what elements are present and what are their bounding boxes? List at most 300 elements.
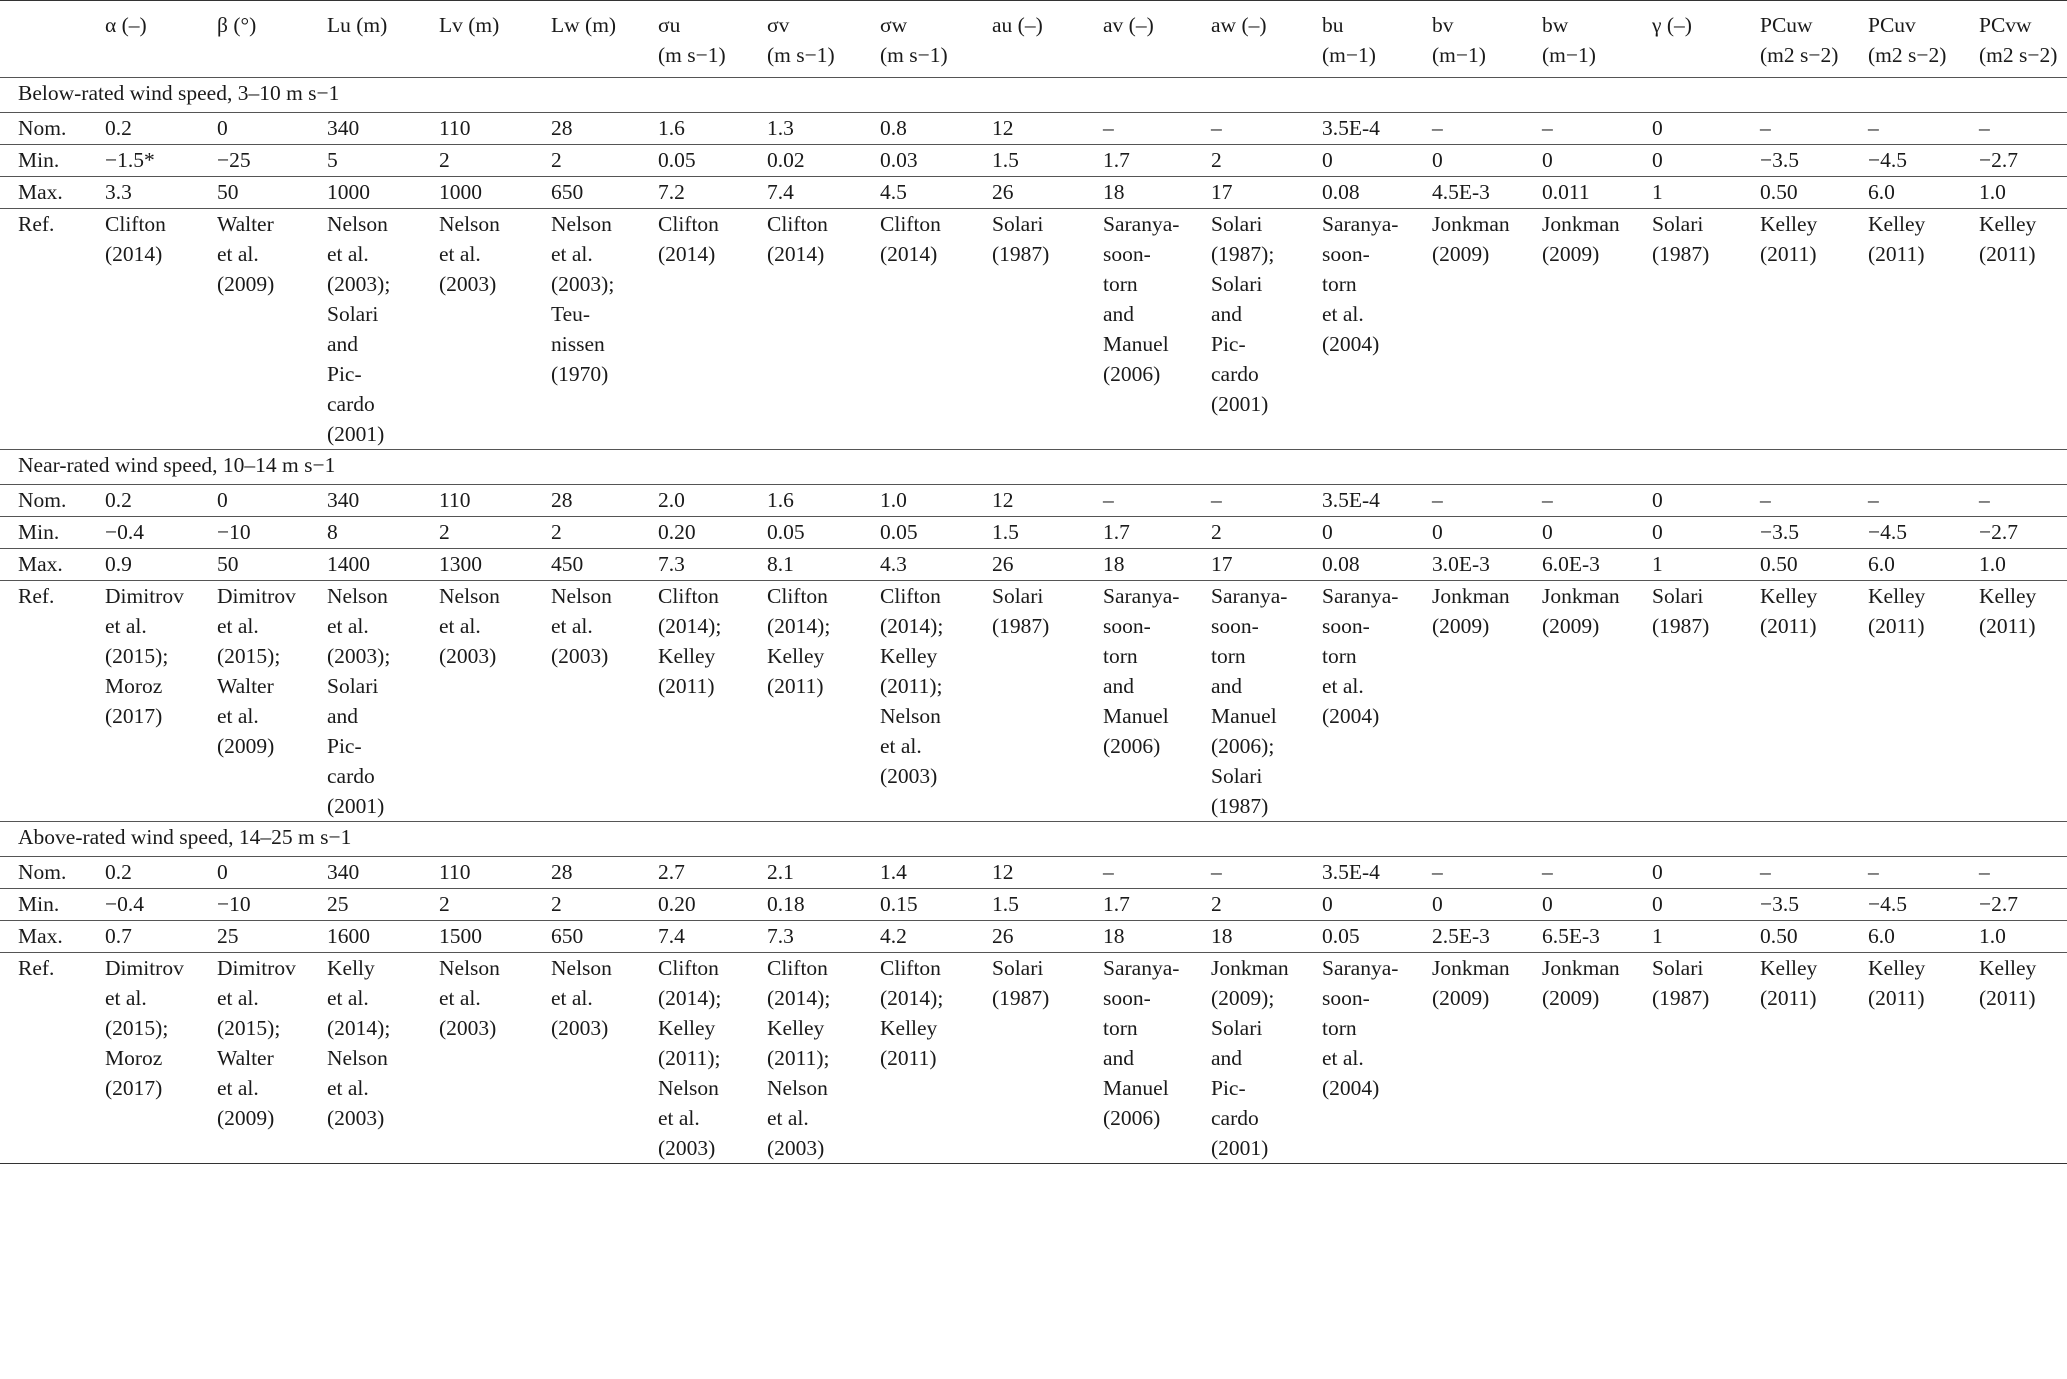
reference-cell [1322, 953, 1432, 1164]
table-cell: 1.7 [1103, 889, 1211, 921]
table-cell: 7.3 [767, 921, 880, 953]
table-cell: 450 [551, 549, 658, 581]
reference-line: Kelley [658, 644, 716, 668]
reference-line: Solari [327, 674, 379, 698]
reference-line: (2003) [658, 1136, 716, 1160]
reference-line: Kelley [767, 1016, 825, 1040]
reference-line: Dimitrov [105, 956, 184, 980]
reference-cell [1103, 209, 1211, 450]
table-cell: 26 [992, 549, 1103, 581]
table-cell: – [1979, 113, 2067, 145]
table-cell: 7.3 [658, 549, 767, 581]
reference-cell [767, 209, 880, 450]
reference-line: Kelley [880, 1016, 938, 1040]
table-cell: 340 [327, 485, 439, 517]
table-cell: 3.5E-4 [1322, 485, 1432, 517]
reference-line: soon- [1211, 614, 1259, 638]
reference-line: Solari [992, 584, 1044, 608]
reference-line: et al. [1322, 674, 1364, 698]
reference-line: (1987) [992, 614, 1050, 638]
column-header [217, 1, 327, 78]
table-cell: 28 [551, 113, 658, 145]
reference-cell [1432, 581, 1542, 822]
table-cell: 110 [439, 485, 551, 517]
reference-row [0, 953, 2067, 1164]
reference-cell [1760, 209, 1868, 450]
section-header-row [0, 450, 2067, 485]
reference-line: Kelley [1979, 584, 2037, 608]
table-row [0, 889, 2067, 921]
reference-line: Solari [992, 212, 1044, 236]
reference-cell [1652, 209, 1760, 450]
reference-line: soon- [1103, 242, 1151, 266]
table-cell: 1.0 [1979, 549, 2067, 581]
table-cell: 0 [1322, 517, 1432, 549]
reference-line: (2009) [1542, 614, 1600, 638]
reference-line: (1987) [1652, 614, 1710, 638]
table-cell: −2.7 [1979, 889, 2067, 921]
reference-line: Nelson [439, 212, 500, 236]
reference-line: soon- [1322, 614, 1370, 638]
table-cell: 1.5 [992, 517, 1103, 549]
reference-line: (2009) [1542, 242, 1600, 266]
table-cell: 340 [327, 113, 439, 145]
table-cell: −0.4 [105, 889, 217, 921]
table-cell: 2 [551, 889, 658, 921]
reference-cell [1542, 581, 1652, 822]
table-cell: 0.50 [1760, 921, 1868, 953]
reference-line: (2014); [658, 986, 722, 1010]
reference-line: (2001) [1211, 392, 1269, 416]
reference-cell [1979, 581, 2067, 822]
section-title: Below-rated wind speed, 3–10 m s−1 [0, 78, 2067, 113]
section-header-row [0, 78, 2067, 113]
reference-line: Clifton [105, 212, 166, 236]
table-cell: 0 [1542, 517, 1652, 549]
reference-line: Nelson [439, 584, 500, 608]
reference-line: et al. [217, 614, 259, 638]
table-cell: 18 [1103, 549, 1211, 581]
reference-line: Teu- [551, 302, 591, 326]
reference-line: Kelley [1760, 584, 1818, 608]
column-header [327, 1, 439, 78]
table-cell: 0 [217, 857, 327, 889]
reference-cell [1432, 953, 1542, 1164]
column-header-line: σw [880, 13, 908, 37]
table-cell: 18 [1211, 921, 1322, 953]
table-cell: 110 [439, 113, 551, 145]
reference-line: Solari [1211, 212, 1263, 236]
reference-line: Walter [217, 212, 274, 236]
reference-line: Moroz [105, 674, 163, 698]
table-cell: 1400 [327, 549, 439, 581]
reference-line: torn [1322, 272, 1357, 296]
table-cell: 1.7 [1103, 145, 1211, 177]
table-cell: 1500 [439, 921, 551, 953]
column-header [105, 1, 217, 78]
table-row [0, 145, 2067, 177]
reference-line: (2014); [658, 614, 722, 638]
reference-line: Kelley [1979, 956, 2037, 980]
column-header-line: Lv (m) [439, 13, 500, 37]
column-header-line: bu [1322, 13, 1344, 37]
reference-cell [551, 209, 658, 450]
reference-line: Kelley [767, 644, 825, 668]
reference-cell [1868, 581, 1979, 822]
reference-line: Pic- [1211, 332, 1246, 356]
column-header-line: bv [1432, 13, 1454, 37]
reference-line: Clifton [658, 956, 719, 980]
reference-line: Jonkman [1432, 584, 1510, 608]
reference-line: Saranya- [1103, 956, 1180, 980]
reference-line: Jonkman [1432, 956, 1510, 980]
table-cell: – [1103, 857, 1211, 889]
table-cell: 0.011 [1542, 177, 1652, 209]
reference-line: (2014); [767, 986, 831, 1010]
reference-line: (2011) [1868, 242, 1925, 266]
table-cell: 0.50 [1760, 549, 1868, 581]
reference-line: Clifton [658, 584, 719, 608]
table-cell: – [1542, 857, 1652, 889]
table-cell: −4.5 [1868, 889, 1979, 921]
table-cell: 18 [1103, 921, 1211, 953]
reference-line: Solari [327, 302, 379, 326]
reference-line: and [1103, 674, 1135, 698]
reference-line: (2017) [105, 704, 163, 728]
reference-line: Manuel [1103, 332, 1169, 356]
table-cell: 7.4 [658, 921, 767, 953]
reference-line: (2011) [1979, 242, 2036, 266]
reference-line: Kelley [1760, 212, 1818, 236]
reference-line: (2015); [217, 1016, 281, 1040]
reference-cell [217, 581, 327, 822]
reference-line: (2014); [327, 1016, 391, 1040]
table-cell: 3.5E-4 [1322, 857, 1432, 889]
table-body [0, 78, 2067, 1164]
column-header-line: (m−1) [1322, 43, 1376, 67]
table-cell: 12 [992, 113, 1103, 145]
reference-line: (1987) [1211, 794, 1269, 818]
reference-line: Jonkman [1432, 212, 1510, 236]
column-header-line: au (–) [992, 13, 1043, 37]
table-cell: 1.7 [1103, 517, 1211, 549]
table-cell: 18 [1103, 177, 1211, 209]
table-cell: 0 [1542, 145, 1652, 177]
reference-line: Nelson [551, 212, 612, 236]
reference-line: (2004) [1322, 332, 1380, 356]
reference-line: (2004) [1322, 704, 1380, 728]
reference-line: et al. [439, 986, 481, 1010]
reference-cell [1979, 953, 2067, 1164]
reference-line: Clifton [767, 956, 828, 980]
table-cell: 17 [1211, 549, 1322, 581]
table-cell: 0.05 [880, 517, 992, 549]
reference-line: (1987) [992, 986, 1050, 1010]
row-label [0, 953, 105, 1164]
reference-cell [658, 953, 767, 1164]
reference-line: et al. [217, 242, 259, 266]
table-cell: 4.5 [880, 177, 992, 209]
table-cell: 50 [217, 177, 327, 209]
table-cell: – [1760, 485, 1868, 517]
reference-line: Nelson [439, 956, 500, 980]
table-cell: 1.5 [992, 889, 1103, 921]
table-cell: 12 [992, 857, 1103, 889]
reference-cell [1322, 581, 1432, 822]
table-cell: 0.20 [658, 517, 767, 549]
table-cell: 2 [1211, 517, 1322, 549]
reference-line: Ref. [18, 584, 55, 608]
table-cell: 0 [1432, 889, 1542, 921]
table-cell: 1.5 [992, 145, 1103, 177]
reference-line: (2011) [1868, 614, 1925, 638]
reference-line: torn [1103, 644, 1138, 668]
table-cell: −0.4 [105, 517, 217, 549]
reference-line: (2009) [217, 734, 275, 758]
reference-line: Saranya- [1211, 584, 1288, 608]
table-cell: 0 [217, 113, 327, 145]
reference-line: et al. [880, 734, 922, 758]
reference-row [0, 209, 2067, 450]
table-cell: 6.0 [1868, 549, 1979, 581]
reference-cell [1979, 209, 2067, 450]
reference-line: Kelley [880, 644, 938, 668]
reference-line: Kelley [1868, 212, 1926, 236]
table-cell: – [1542, 485, 1652, 517]
row-label: Nom. [0, 857, 105, 889]
reference-line: and [327, 704, 359, 728]
table-cell: 3.5E-4 [1322, 113, 1432, 145]
table-cell: 26 [992, 177, 1103, 209]
reference-line: Ref. [18, 212, 55, 236]
table-cell: 1.0 [1979, 921, 2067, 953]
reference-line: Jonkman [1211, 956, 1289, 980]
reference-line: et al. [551, 242, 593, 266]
table-cell: −1.5* [105, 145, 217, 177]
reference-line: (2009) [1432, 614, 1490, 638]
header-row [0, 1, 2067, 78]
reference-cell [439, 953, 551, 1164]
reference-row [0, 581, 2067, 822]
table-cell: −10 [217, 889, 327, 921]
table-cell: 0.2 [105, 857, 217, 889]
reference-cell [1760, 581, 1868, 822]
reference-line: (2009); [1211, 986, 1275, 1010]
table-cell: −2.7 [1979, 145, 2067, 177]
reference-line: et al. [327, 1076, 369, 1100]
table-cell: 0 [1652, 145, 1760, 177]
reference-line: (2003) [439, 1016, 497, 1040]
table-cell: – [1760, 113, 1868, 145]
reference-line: torn [1211, 644, 1246, 668]
reference-line: (1987) [1652, 986, 1710, 1010]
reference-line: torn [1322, 644, 1357, 668]
table-cell: 0 [1652, 113, 1760, 145]
reference-line: (2004) [1322, 1076, 1380, 1100]
reference-line: et al. [1322, 302, 1364, 326]
reference-line: et al. [327, 614, 369, 638]
reference-line: Nelson [658, 1076, 719, 1100]
table-cell: – [1542, 113, 1652, 145]
reference-line: nissen [551, 332, 605, 356]
reference-line: cardo [1211, 362, 1259, 386]
reference-line: Kelley [1868, 956, 1926, 980]
table-row [0, 857, 2067, 889]
table-cell: 0.2 [105, 113, 217, 145]
reference-line: (2014) [658, 242, 716, 266]
reference-line: Saranya- [1322, 584, 1399, 608]
table-cell: 1 [1652, 549, 1760, 581]
reference-line: (2001) [1211, 1136, 1269, 1160]
table-cell: 2 [439, 517, 551, 549]
table-cell: −4.5 [1868, 517, 1979, 549]
reference-line: et al. [327, 242, 369, 266]
reference-line: (2014); [880, 614, 944, 638]
reference-line: Nelson [327, 1046, 388, 1070]
column-header-line: σu [658, 13, 681, 37]
table-cell: 2 [439, 889, 551, 921]
reference-line: soon- [1322, 242, 1370, 266]
reference-line: soon- [1322, 986, 1370, 1010]
column-header-line: (m−1) [1432, 43, 1486, 67]
table-cell: 4.3 [880, 549, 992, 581]
column-header [1542, 1, 1652, 78]
reference-line: Saranya- [1322, 212, 1399, 236]
table-cell: – [1868, 113, 1979, 145]
reference-line: (2014) [880, 242, 938, 266]
reference-line: (2006) [1103, 1106, 1161, 1130]
reference-line: Kelley [1868, 584, 1926, 608]
reference-line: (2003); [327, 644, 391, 668]
reference-line: et al. [439, 614, 481, 638]
reference-line: Solari [1652, 956, 1704, 980]
reference-line: (2003) [439, 272, 497, 296]
reference-line: (1987); [1211, 242, 1275, 266]
table-cell: 12 [992, 485, 1103, 517]
column-header-line: (m2 s−2) [1868, 43, 1947, 67]
reference-line: (2011) [767, 674, 824, 698]
reference-line: (2009) [217, 272, 275, 296]
reference-line: and [1211, 674, 1243, 698]
reference-cell [1542, 953, 1652, 1164]
reference-line: (2009) [217, 1106, 275, 1130]
table-cell: 26 [992, 921, 1103, 953]
table-cell: 17 [1211, 177, 1322, 209]
column-header-line: PCvw [1979, 13, 2032, 37]
reference-cell [992, 953, 1103, 1164]
row-label: Max. [0, 921, 105, 953]
reference-line: Nelson [551, 956, 612, 980]
table-cell: 1 [1652, 177, 1760, 209]
table-cell: 0.2 [105, 485, 217, 517]
table-cell: 0 [1432, 517, 1542, 549]
table-cell: 7.2 [658, 177, 767, 209]
reference-cell [1103, 581, 1211, 822]
column-header [0, 1, 105, 78]
reference-cell [439, 209, 551, 450]
reference-line: (2011) [1868, 986, 1925, 1010]
table-cell: 650 [551, 177, 658, 209]
table-cell: 0.05 [658, 145, 767, 177]
column-header [439, 1, 551, 78]
section-title: Above-rated wind speed, 14–25 m s−1 [0, 822, 2067, 857]
table-cell: 1600 [327, 921, 439, 953]
reference-line: Saranya- [1103, 584, 1180, 608]
reference-line: cardo [327, 392, 375, 416]
column-header-line: PCuw [1760, 13, 1813, 37]
table-cell: 1 [1652, 921, 1760, 953]
column-header [1979, 1, 2067, 78]
reference-line: (2009) [1542, 986, 1600, 1010]
reference-cell [1211, 581, 1322, 822]
column-header [1211, 1, 1322, 78]
reference-line: torn [1322, 1016, 1357, 1040]
table-cell: 0.50 [1760, 177, 1868, 209]
reference-line: soon- [1103, 614, 1151, 638]
reference-cell [1868, 953, 1979, 1164]
reference-line: Clifton [767, 212, 828, 236]
table-cell: 4.2 [880, 921, 992, 953]
reference-cell [767, 581, 880, 822]
table-cell: 0 [1652, 889, 1760, 921]
table-cell: 4.5E-3 [1432, 177, 1542, 209]
reference-line: et al. [1322, 1046, 1364, 1070]
reference-line: Clifton [880, 956, 941, 980]
column-header-line: PCuv [1868, 13, 1916, 37]
reference-line: and [1103, 302, 1135, 326]
reference-line: and [1103, 1046, 1135, 1070]
reference-line: soon- [1103, 986, 1151, 1010]
reference-line: cardo [1211, 1106, 1259, 1130]
table-cell: 2 [551, 517, 658, 549]
table-cell: 340 [327, 857, 439, 889]
reference-line: (1987) [1652, 242, 1710, 266]
reference-line: Kelley [1760, 956, 1818, 980]
table-cell: 1.0 [1979, 177, 2067, 209]
reference-cell [1542, 209, 1652, 450]
reference-line: (2003) [767, 1136, 825, 1160]
table-cell: 25 [327, 889, 439, 921]
table-cell: 0.05 [767, 517, 880, 549]
column-header [880, 1, 992, 78]
reference-cell [551, 953, 658, 1164]
reference-cell [1432, 209, 1542, 450]
column-header-line: Lu (m) [327, 13, 388, 37]
reference-cell [327, 581, 439, 822]
reference-line: Nelson [327, 584, 388, 608]
table-cell: −10 [217, 517, 327, 549]
table-cell: – [1432, 113, 1542, 145]
reference-line: and [327, 332, 359, 356]
table-row [0, 113, 2067, 145]
table-cell: 5 [327, 145, 439, 177]
row-label: Max. [0, 177, 105, 209]
column-header [551, 1, 658, 78]
column-header-line: (m−1) [1542, 43, 1596, 67]
column-header [1322, 1, 1432, 78]
reference-cell [992, 209, 1103, 450]
reference-line: (2011) [1760, 986, 1817, 1010]
table-cell: −3.5 [1760, 145, 1868, 177]
table-cell: 25 [217, 921, 327, 953]
table-cell: 0.7 [105, 921, 217, 953]
table-cell: 1.6 [658, 113, 767, 145]
table-cell: 7.4 [767, 177, 880, 209]
table-cell: – [1211, 485, 1322, 517]
table-cell: 0 [1322, 889, 1432, 921]
reference-line: (2006) [1103, 734, 1161, 758]
reference-line: (2011) [880, 1046, 937, 1070]
